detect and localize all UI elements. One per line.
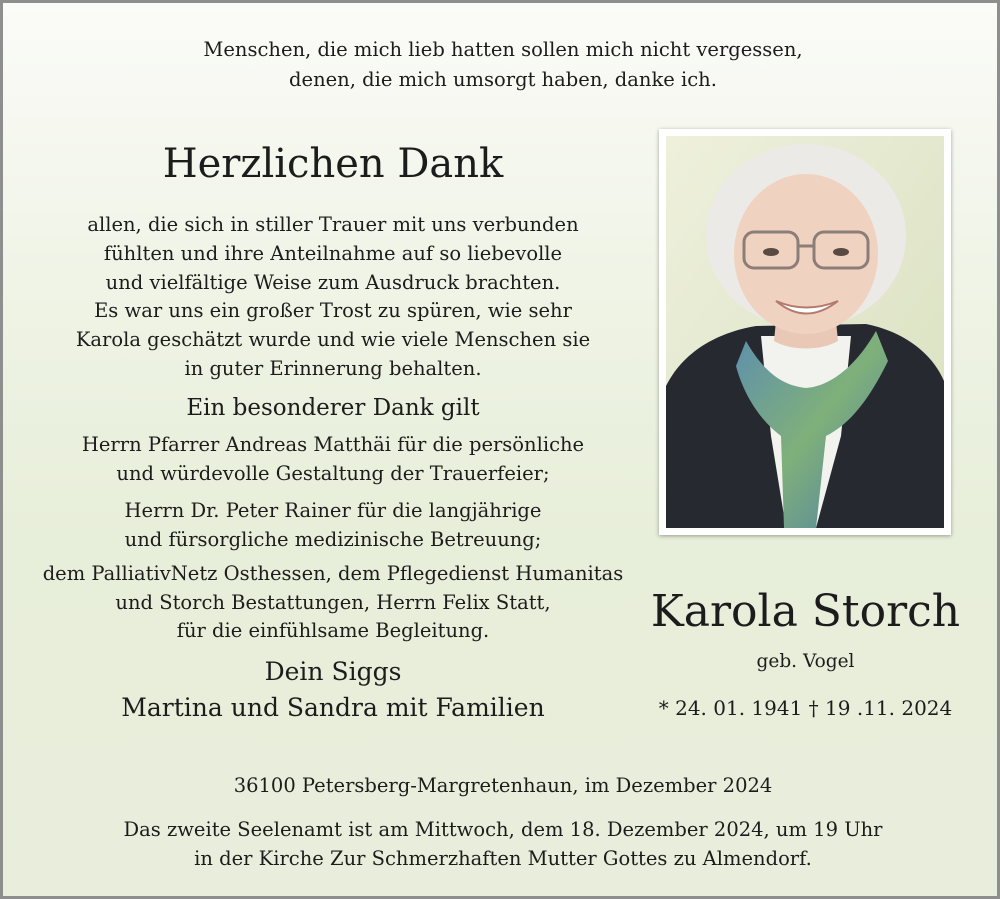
birth-name: geb. Vogel — [756, 651, 855, 672]
thanks-line: und würdevolle Gestaltung der Trauerfeier; — [116, 461, 550, 485]
paragraph-line: in guter Erinnerung behalten. — [184, 356, 482, 380]
memorial-mass-info — [3, 815, 1000, 873]
paragraph-line: Es war uns ein großer Trost zu spüren, wie sehr — [94, 299, 572, 323]
mass-line: Das zweite Seelenamt ist am Mittwoch, dem 18. Dezember 2024, um 19 Uhr — [123, 818, 883, 841]
paragraph-line: und vielfältige Weise zum Ausdruck brachten. — [105, 270, 561, 294]
signature-line: Martina und Sandra mit Familien — [121, 693, 545, 722]
portrait-photo — [659, 129, 951, 535]
thanks-care-services — [23, 560, 643, 646]
life-dates: * 24. 01. 1941 † 19 .11. 2024 — [658, 696, 953, 720]
portrait-illustration — [666, 136, 944, 528]
paragraph-line: allen, die sich in stiller Trauer mit uns verbunden — [87, 213, 579, 236]
thanks-line: Herrn Pfarrer Andreas Matthäi für die persönliche — [81, 433, 585, 456]
mass-line: in der Kirche Zur Schmerzhaften Mutter Gottes zu Almendorf. — [194, 847, 812, 870]
thanks-paragraph — [23, 211, 643, 384]
thanks-line: dem PalliativNetz Osthessen, dem Pflegedienst Humanitas — [42, 562, 624, 585]
signature-line: Dein Siggs — [264, 657, 402, 686]
paragraph-line: Karola geschätzt wurde und wie viele Menschen sie — [75, 328, 591, 352]
family-signature — [23, 654, 643, 726]
special-thanks-heading: Ein besonderer Dank gilt — [186, 395, 480, 421]
thanks-doctor — [23, 497, 643, 554]
motto-verse — [3, 35, 1000, 95]
paragraph-line: fühlten und ihre Anteilnahme auf so liebevolle — [103, 241, 563, 265]
thanks-line: und fürsorgliche medizinische Betreuung; — [124, 527, 542, 551]
thanks-pastor — [23, 431, 643, 488]
thanks-line: für die einfühlsame Begleitung. — [176, 619, 490, 642]
thanks-line: und Storch Bestattungen, Herrn Felix Statt, — [115, 590, 551, 614]
thanks-title: Herzlichen Dank — [162, 141, 504, 187]
motto-line: Menschen, die mich lieb hatten sollen mich nicht vergessen, — [203, 38, 803, 61]
thanks-line: Herrn Dr. Peter Rainer für die langjährige — [124, 499, 542, 522]
place-and-date: 36100 Petersberg-Margretenhaun, im Dezember 2024 — [233, 774, 773, 797]
motto-line: denen, die mich umsorgt haben, danke ich. — [289, 68, 717, 91]
deceased-name: Karola Storch — [650, 586, 961, 637]
